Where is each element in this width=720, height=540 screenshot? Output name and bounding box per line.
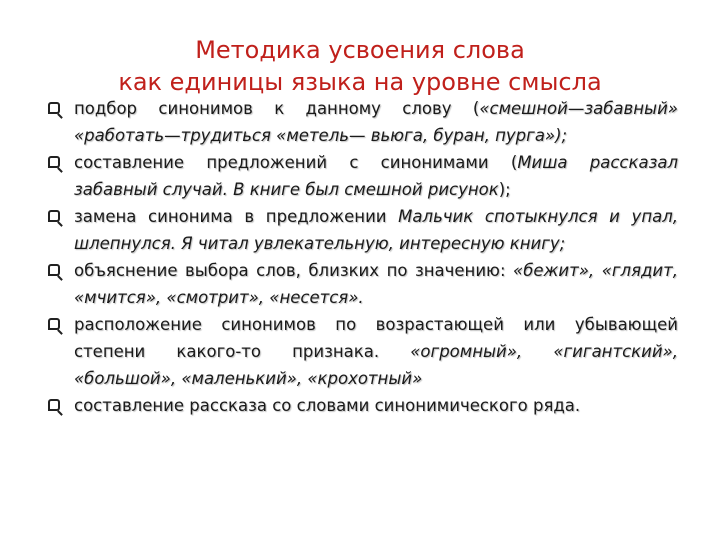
item-text: замена синонима в предложении (74, 207, 399, 226)
list-item (48, 257, 678, 311)
checkbox-bullet-icon (48, 210, 60, 222)
title-line-1: Методика усвоения слова (195, 36, 525, 65)
item-example: «огромный», «гигантский», «большой», «маленький», «крохотный» (74, 342, 678, 388)
checkbox-bullet-icon (48, 264, 60, 276)
bullet-list (48, 95, 678, 419)
item-text: подбор синонимов к данному слову ( (74, 99, 480, 118)
item-text: объяснение выбора слов, близких по значению: (74, 261, 514, 280)
item-text-end: ); (498, 180, 511, 199)
item-example: Миша рассказал забавный случай. В книге был смешной рисунок (74, 153, 678, 199)
item-text: составление предложений с синонимами ( (74, 153, 518, 172)
item-example: «бежит», «глядит, «мчится», «смотрит», «несется». (74, 261, 679, 307)
list-item (48, 311, 678, 392)
list-item (48, 149, 678, 203)
checkbox-bullet-icon (48, 102, 60, 114)
list-item (48, 203, 678, 257)
checkbox-bullet-icon (48, 399, 60, 411)
list-item (48, 392, 678, 419)
checkbox-bullet-icon (48, 156, 60, 168)
item-example: «смешной—забавный» «работать—трудиться «метель— вьюга, буран, пурга»); (74, 99, 678, 145)
list-item (48, 95, 678, 149)
item-text: расположение синонимов по возрастающей или убывающей степени какого-то признака. (74, 315, 678, 361)
slide-title (60, 34, 660, 98)
item-text: составление рассказа со словами синонимического ряда. (74, 396, 581, 415)
checkbox-bullet-icon (48, 318, 60, 330)
item-example: Мальчик спотыкнулся и упал, шлепнулся. Я читал увлекательную, интересную книгу; (74, 207, 679, 253)
title-line-2: как единицы языка на уровне смысла (118, 68, 602, 97)
